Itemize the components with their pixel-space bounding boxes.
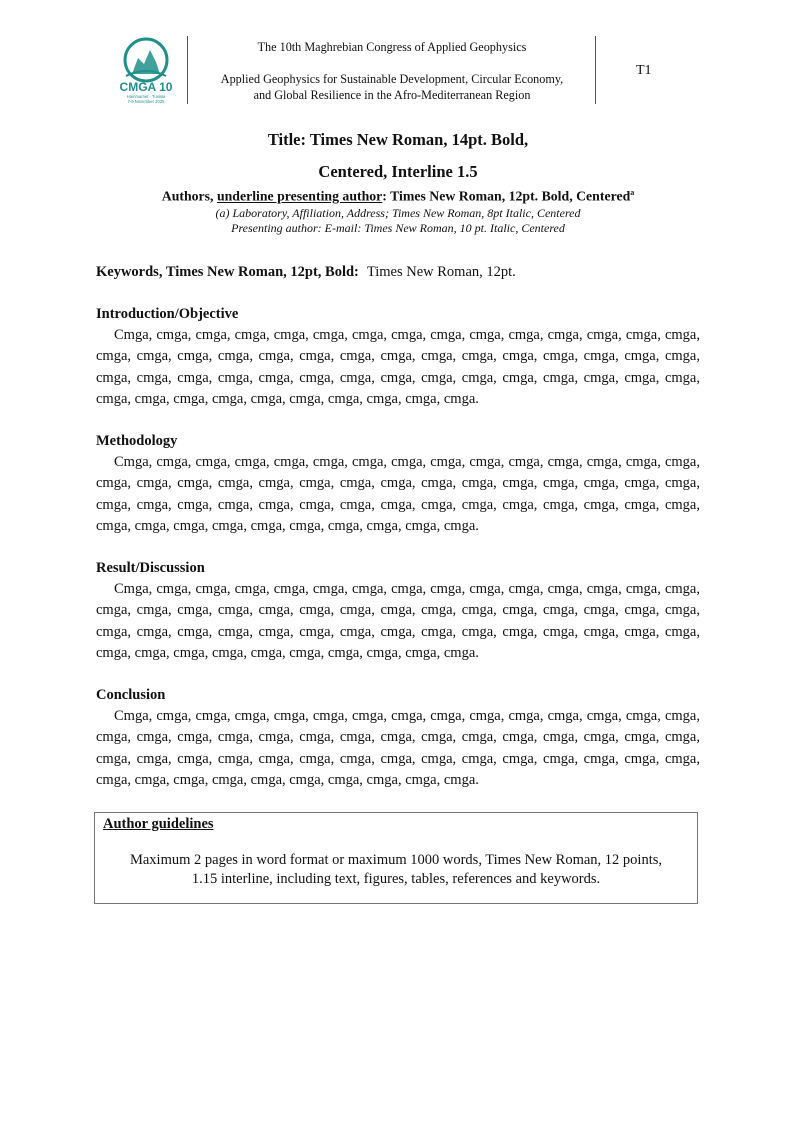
logo-location: Hammamet - Tunisia <box>126 94 166 99</box>
paper-title <box>96 124 700 188</box>
cmga-logo <box>104 36 188 106</box>
guidelines-title: Author guidelines <box>103 816 214 832</box>
affiliation-marker: a <box>630 188 635 197</box>
page-header <box>96 36 700 106</box>
section-heading: Conclusion <box>96 687 166 703</box>
section-results <box>96 558 700 664</box>
section-heading: Result/Discussion <box>96 560 205 576</box>
section-introduction <box>96 304 700 410</box>
author-guidelines-box <box>94 812 698 904</box>
authors-rest: : Times New Roman, 12pt. Bold, Centered <box>382 188 631 204</box>
affiliation: (a) Laboratory, Affiliation, Address; Times New Roman, 8pt Italic, Centered <box>215 206 581 220</box>
title-line2: Centered, Interline 1.5 <box>318 162 478 181</box>
section-methodology <box>96 431 700 537</box>
title-line1: Title: Times New Roman, 14pt. Bold, <box>267 130 529 149</box>
keywords-label: Keywords, Times New Roman, 12pt, Bold: <box>96 264 359 280</box>
presenting-author: underline presenting author <box>216 188 383 204</box>
section-body: Cmga, cmga, cmga, cmga, cmga, cmga, cmga, cmga, cmga, cmga, cmga, cmga, cmga, cmga, cmga, cmga, cmga, cmga, cmga, cmga, cmga, cmga, cmga, cmga, cmga, cmga, cmga, cmga, cmga, cmga, cmga, cmga, cmga, cmga, cmga, cmga, cmga, cmga, cmga, cmga, cmga, cmga, cmga, cmga, cmga, cmga, cmga, cmga, cmga, cmga, cmga, cmga, cmga, cmga, cmga. <box>96 581 700 661</box>
conference-theme-line1: Applied Geophysics for Sustainable Development, Circular Economy, <box>220 72 564 86</box>
logo-dates: 7-9 November 2025 <box>127 99 165 104</box>
authors-line <box>96 188 700 205</box>
section-heading: Introduction/Objective <box>96 306 239 322</box>
section-conclusion <box>96 685 700 791</box>
guidelines-line1: Maximum 2 pages in word format or maximum 1000 words, Times New Roman, 12 points, <box>129 852 663 868</box>
topic-code: T1 <box>636 63 652 78</box>
conference-theme <box>188 71 596 103</box>
section-heading: Methodology <box>96 433 178 449</box>
conference-theme-line2: and Global Resilience in the Afro-Mediterranean Region <box>253 88 531 102</box>
keywords-value: Times New Roman, 12pt. <box>366 264 516 280</box>
section-body: Cmga, cmga, cmga, cmga, cmga, cmga, cmga, cmga, cmga, cmga, cmga, cmga, cmga, cmga, cmga, cmga, cmga, cmga, cmga, cmga, cmga, cmga, cmga, cmga, cmga, cmga, cmga, cmga, cmga, cmga, cmga, cmga, cmga, cmga, cmga, cmga, cmga, cmga, cmga, cmga, cmga, cmga, cmga, cmga, cmga, cmga, cmga, cmga, cmga, cmga, cmga, cmga, cmga, cmga, cmga. <box>96 327 700 407</box>
affiliation-block <box>96 206 700 236</box>
conference-name: The 10th Maghrebian Congress of Applied Geophysics <box>257 40 527 54</box>
authors-prefix: Authors, <box>161 188 217 204</box>
header-divider-right <box>595 36 596 104</box>
guidelines-text <box>95 851 697 889</box>
logo-acronym: CMGA 10 <box>119 80 173 94</box>
keywords <box>96 264 516 281</box>
guidelines-line2: 1.15 interline, including text, figures, tables, references and keywords. <box>191 871 601 887</box>
section-body: Cmga, cmga, cmga, cmga, cmga, cmga, cmga, cmga, cmga, cmga, cmga, cmga, cmga, cmga, cmga, cmga, cmga, cmga, cmga, cmga, cmga, cmga, cmga, cmga, cmga, cmga, cmga, cmga, cmga, cmga, cmga, cmga, cmga, cmga, cmga, cmga, cmga, cmga, cmga, cmga, cmga, cmga, cmga, cmga, cmga, cmga, cmga, cmga, cmga, cmga, cmga, cmga, cmga, cmga, cmga. <box>96 708 700 788</box>
section-body: Cmga, cmga, cmga, cmga, cmga, cmga, cmga, cmga, cmga, cmga, cmga, cmga, cmga, cmga, cmga, cmga, cmga, cmga, cmga, cmga, cmga, cmga, cmga, cmga, cmga, cmga, cmga, cmga, cmga, cmga, cmga, cmga, cmga, cmga, cmga, cmga, cmga, cmga, cmga, cmga, cmga, cmga, cmga, cmga, cmga, cmga, cmga, cmga, cmga, cmga, cmga, cmga, cmga, cmga, cmga. <box>96 454 700 534</box>
presenting-email: Presenting author: E-mail: Times New Roman, 10 pt. Italic, Centered <box>231 221 565 235</box>
